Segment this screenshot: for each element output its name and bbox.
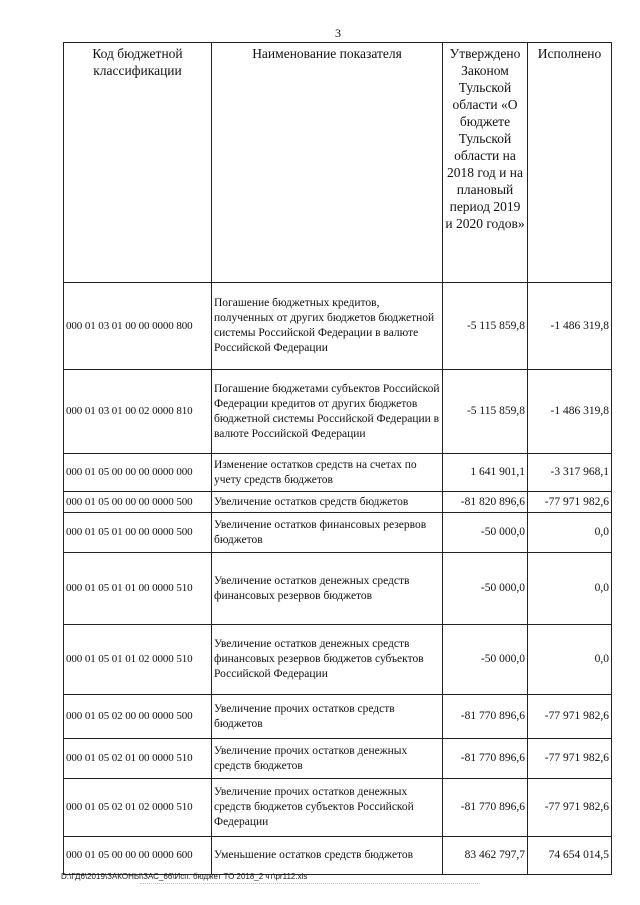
row-executed: -77 971 982,6: [528, 492, 612, 513]
row-code: 000 01 05 00 00 00 0000 600: [64, 837, 212, 875]
row-executed: -1 486 319,8: [528, 283, 612, 370]
table-row: [64, 454, 612, 492]
header-approved: Утверждено Законом Тульской области «О бюджете Тульской области на 2018 год и на плановый период 2019 и 2020 годов»: [443, 43, 528, 283]
row-name: Увеличение прочих остатков денежных средств бюджетов субъектов Российской Федерации: [212, 779, 443, 837]
table-row: [64, 739, 612, 779]
file-path-footer: D:\ГД6\2019\ЗАКОНЫ\ЗАС_66\Исп. бюджет ТО 2018_2 чт\pr112.xls: [61, 872, 308, 881]
row-executed: -1 486 319,8: [528, 370, 612, 454]
row-code: 000 01 05 00 00 00 0000 000: [64, 454, 212, 492]
row-executed: -3 317 968,1: [528, 454, 612, 492]
row-executed: 0,0: [528, 625, 612, 695]
row-name: Увеличение остатков денежных средств финансовых резервов бюджетов субъектов Российской Федерации: [212, 625, 443, 695]
row-approved: -50 000,0: [443, 553, 528, 625]
row-name: Погашение бюджетных кредитов, полученных от других бюджетов бюджетной системы Российской Федерации в валюте Российской Федерации: [212, 283, 443, 370]
table-row: [64, 695, 612, 739]
footer-divider: [140, 883, 480, 884]
row-executed: 0,0: [528, 513, 612, 553]
row-executed: -77 971 982,6: [528, 739, 612, 779]
row-code: 000 01 05 02 01 02 0000 510: [64, 779, 212, 837]
row-approved: -5 115 859,8: [443, 370, 528, 454]
row-code: 000 01 05 02 01 00 0000 510: [64, 739, 212, 779]
row-executed: 0,0: [528, 553, 612, 625]
budget-table: [63, 42, 612, 875]
row-approved: -50 000,0: [443, 513, 528, 553]
row-approved: 1 641 901,1: [443, 454, 528, 492]
table-header-row: [64, 43, 612, 283]
header-code: Код бюджетной классификации: [64, 43, 212, 283]
row-approved: -81 770 896,6: [443, 695, 528, 739]
row-code: 000 01 05 00 00 00 0000 500: [64, 492, 212, 513]
row-code: 000 01 05 01 01 02 0000 510: [64, 625, 212, 695]
table-row: [64, 370, 612, 454]
header-executed: Исполнено: [528, 43, 612, 283]
row-approved: -81 820 896,6: [443, 492, 528, 513]
row-code: 000 01 03 01 00 00 0000 800: [64, 283, 212, 370]
row-name: Уменьшение остатков средств бюджетов: [212, 837, 443, 875]
row-name: Погашение бюджетами субъектов Российской Федерации кредитов от других бюджетов бюджетной системы Российской Федерации в валюте Российской Федерации: [212, 370, 443, 454]
row-name: Увеличение остатков средств бюджетов: [212, 492, 443, 513]
row-executed: 74 654 014,5: [528, 837, 612, 875]
row-executed: -77 971 982,6: [528, 779, 612, 837]
table-row: [64, 283, 612, 370]
table-row: [64, 513, 612, 553]
row-code: 000 01 05 01 01 00 0000 510: [64, 553, 212, 625]
row-code: 000 01 05 02 00 00 0000 500: [64, 695, 212, 739]
row-executed: -77 971 982,6: [528, 695, 612, 739]
table-row: [64, 492, 612, 513]
row-name: Увеличение остатков финансовых резервов бюджетов: [212, 513, 443, 553]
row-code: 000 01 03 01 00 02 0000 810: [64, 370, 212, 454]
row-approved: -5 115 859,8: [443, 283, 528, 370]
row-approved: 83 462 797,7: [443, 837, 528, 875]
row-code: 000 01 05 01 00 00 0000 500: [64, 513, 212, 553]
table-row: [64, 837, 612, 875]
row-approved: -81 770 896,6: [443, 779, 528, 837]
table-row: [64, 779, 612, 837]
row-name: Увеличение прочих остатков средств бюджетов: [212, 695, 443, 739]
page-number: 3: [335, 26, 341, 40]
row-name: Изменение остатков средств на счетах по учету средств бюджетов: [212, 454, 443, 492]
header-name: Наименование показателя: [212, 43, 443, 283]
table-row: [64, 625, 612, 695]
row-name: Увеличение прочих остатков денежных средств бюджетов: [212, 739, 443, 779]
table-row: [64, 553, 612, 625]
row-approved: -81 770 896,6: [443, 739, 528, 779]
row-name: Увеличение остатков денежных средств финансовых резервов бюджетов: [212, 553, 443, 625]
row-approved: -50 000,0: [443, 625, 528, 695]
